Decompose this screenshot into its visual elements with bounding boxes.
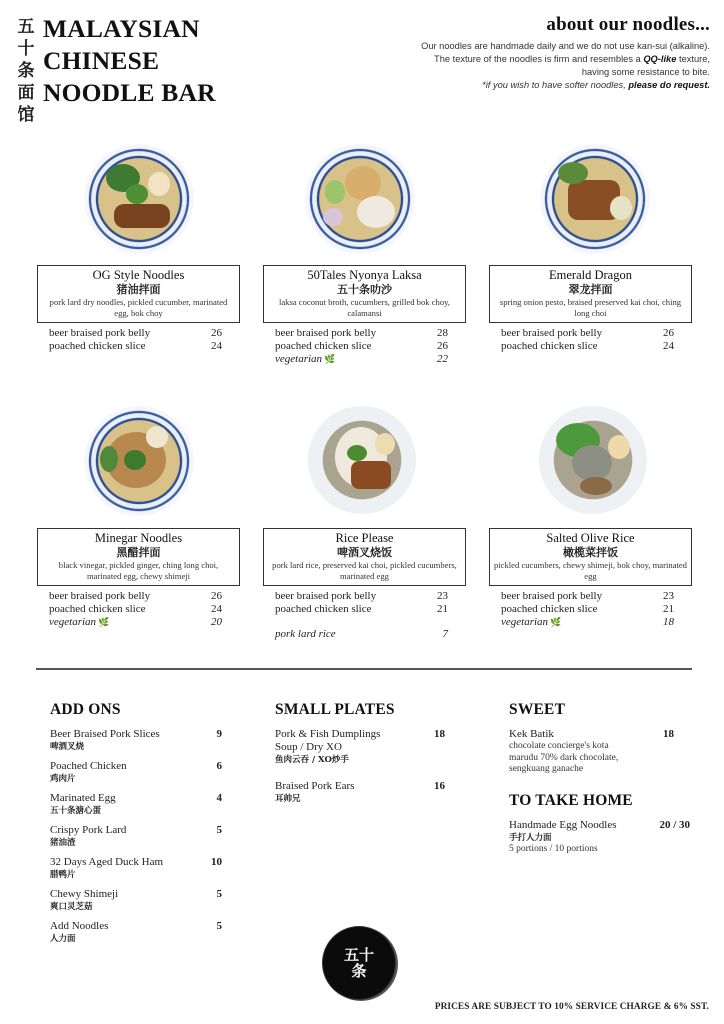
price-option: poached chicken slice	[275, 340, 372, 352]
dish-description: pork lard rice, preserved kai choi, pickled cucumbers, marinated egg	[272, 560, 457, 581]
about-line-1: Our noodles are handmade daily and we do not use kan-sui (alkaline).	[421, 41, 710, 51]
item-chinese-name: 啤酒叉烧	[50, 742, 85, 752]
cn-char: 条	[17, 61, 35, 81]
dish-description: black vinegar, pickled ginger, ching long choi, marinated egg, chewy shimeji	[58, 560, 219, 581]
minegar-noodles-photo	[84, 406, 194, 516]
dish-name: Emerald Dragon	[549, 268, 632, 282]
vegetarian-leaf-icon: 🌿	[98, 617, 110, 627]
price-row	[275, 340, 448, 353]
dish-minegar-noodles	[37, 528, 240, 629]
price-row	[275, 603, 448, 616]
item-price: 18	[663, 728, 674, 740]
price-value: 26	[211, 590, 222, 602]
price-row	[49, 340, 222, 353]
dish-salted-olive-rice	[489, 528, 692, 629]
price-option: poached chicken slice	[501, 340, 598, 352]
menu-item	[50, 728, 222, 753]
item-name: Braised Pork Ears	[275, 780, 355, 792]
menu-item	[509, 728, 674, 776]
item-chinese-name: 鱼肉云吞 / XO炒手	[275, 755, 349, 765]
item-name: Marinated Egg	[50, 792, 116, 804]
dish-name: OG Style Noodles	[92, 268, 185, 282]
cn-char: 面	[17, 83, 35, 103]
item-price: 16	[434, 780, 445, 792]
price-value: 26	[211, 327, 222, 339]
menu-item	[275, 728, 445, 766]
item-name: Add Noodles	[50, 920, 109, 932]
price-value: 18	[663, 616, 674, 628]
cn-char: 十	[17, 39, 35, 59]
price-list	[37, 327, 222, 353]
title-line: MALAYSIAN	[43, 14, 200, 43]
dish-name: Minegar Noodles	[94, 531, 183, 545]
egg	[148, 172, 170, 196]
price-row-vegetarian	[501, 616, 674, 629]
price-option: beer braised pork belly	[49, 327, 151, 339]
title-line: CHINESE	[43, 46, 160, 75]
price-row-vegetarian	[275, 353, 448, 366]
pork-belly	[114, 204, 170, 228]
item-name: Kek Batik	[509, 728, 554, 740]
item-name: Chewy Shimeji	[50, 888, 119, 900]
dish-info-box	[263, 528, 466, 586]
dish-og-style-noodles	[37, 265, 240, 353]
og-style-noodles-photo	[84, 144, 194, 254]
item-name: Beer Braised Pork Slices	[50, 728, 160, 740]
dish-description: laksa coconut broth, cucumbers, grilled bok choy, calamansi	[278, 297, 451, 318]
price-option: poached chicken slice	[275, 603, 372, 615]
dish-emerald-dragon	[489, 265, 692, 353]
salted-olive-rice-photo	[538, 405, 648, 515]
menu-item	[50, 792, 222, 817]
price-row	[501, 590, 674, 603]
price-option: beer braised pork belly	[49, 590, 151, 602]
price-value: 22	[437, 353, 448, 365]
pickles	[580, 477, 612, 495]
section-divider	[36, 668, 692, 670]
price-option: poached chicken slice	[501, 603, 598, 615]
egg	[375, 433, 395, 455]
dish-description: pork lard dry noodles, pickled cucumber, marinated egg, bok choy	[49, 297, 228, 318]
dish-info-box	[489, 265, 692, 323]
price-value: 24	[663, 340, 674, 352]
sweet-section	[509, 701, 674, 783]
text: *if you wish to have softer noodles,	[482, 80, 629, 90]
price-list	[263, 327, 448, 366]
item-price: 4	[216, 792, 222, 804]
price-option: beer braised pork belly	[501, 590, 603, 602]
qq-emphasis: QQ-like	[643, 54, 677, 64]
olive-rice	[572, 445, 612, 481]
price-row	[501, 327, 674, 340]
item-name-variant: Soup / Dry XO	[275, 741, 342, 753]
menu-item	[50, 920, 222, 945]
chicken	[357, 196, 395, 228]
price-value: 23	[437, 590, 448, 602]
add-ons-section	[50, 701, 222, 952]
item-chinese-name: 腊鸭片	[50, 870, 76, 880]
price-list	[37, 590, 222, 629]
dish-chinese-name: 猪油拌面	[116, 283, 161, 296]
price-value: 20	[211, 616, 222, 628]
text: The texture of the noodles is firm and resembles a	[434, 54, 644, 64]
price-row	[49, 590, 222, 603]
dish-nyonya-laksa	[263, 265, 466, 366]
price-row	[501, 340, 674, 353]
price-list	[263, 590, 448, 641]
item-name: Crispy Pork Lard	[50, 824, 127, 836]
price-value: 24	[211, 340, 222, 352]
price-value: 21	[663, 603, 674, 615]
menu-item	[275, 780, 445, 805]
note-emphasis: please do request.	[628, 80, 710, 90]
price-row	[275, 590, 448, 603]
dish-name: Salted Olive Rice	[546, 531, 635, 545]
item-portions: 5 portions / 10 portions	[509, 844, 598, 854]
item-price: 5	[216, 824, 222, 836]
item-price: 10	[211, 856, 222, 868]
price-option: vegetarian	[275, 353, 323, 365]
item-price: 18	[434, 728, 445, 740]
vegetarian-leaf-icon: 🌿	[324, 354, 336, 364]
dish-name: 50Tales Nyonya Laksa	[307, 268, 422, 282]
price-value: 26	[437, 340, 448, 352]
price-option: vegetarian	[501, 616, 549, 628]
fried-shallots	[345, 166, 381, 200]
egg	[146, 426, 168, 448]
item-chinese-name: 鸡肉片	[50, 774, 76, 784]
price-row	[49, 603, 222, 616]
cn-char: 五	[17, 17, 35, 37]
menu-item	[50, 760, 222, 785]
price-option: beer braised pork belly	[275, 590, 377, 602]
small-plates-section	[275, 701, 445, 812]
price-list	[489, 327, 674, 353]
dish-rice-please	[263, 528, 466, 641]
cucumber	[325, 180, 345, 204]
pesto	[558, 162, 588, 184]
about-line-2	[350, 53, 710, 66]
dish-chinese-name: 啤酒叉烧饭	[337, 546, 392, 559]
price-option: beer braised pork belly	[501, 327, 603, 339]
brand-logo	[323, 927, 395, 999]
item-price: 6	[216, 760, 222, 772]
price-value: 26	[663, 327, 674, 339]
dish-chinese-name: 黑醋拌面	[116, 546, 161, 559]
greens	[100, 446, 118, 472]
text: texture,	[676, 54, 710, 64]
price-value: 7	[442, 628, 448, 640]
char-siu	[351, 461, 391, 489]
price-option: pork lard rice	[275, 628, 336, 640]
chinese-name-vertical	[16, 16, 36, 126]
vegetarian-leaf-icon: 🌿	[550, 617, 562, 627]
price-value: 23	[663, 590, 674, 602]
cn-char: 馆	[17, 105, 35, 125]
item-name: Pork & Fish Dumplings	[275, 728, 381, 740]
item-name: Poached Chicken	[50, 760, 127, 772]
scallions	[347, 445, 367, 461]
nyonya-laksa-photo	[305, 144, 415, 254]
dish-chinese-name: 五十条叻沙	[337, 283, 392, 296]
egg	[608, 435, 630, 459]
about-noodles	[350, 14, 710, 92]
dish-info-box	[263, 265, 466, 323]
dish-chinese-name: 橄榄菜拌饭	[563, 546, 618, 559]
menu-item	[50, 856, 222, 881]
rice-please-photo	[307, 405, 417, 515]
item-price: 20 / 30	[659, 819, 690, 831]
scallions	[126, 184, 148, 204]
take-home-section	[509, 792, 690, 863]
price-option: beer braised pork belly	[275, 327, 377, 339]
dish-chinese-name: 翠龙拌面	[568, 283, 613, 296]
logo-char: 条	[351, 962, 367, 980]
price-value: 28	[437, 327, 448, 339]
price-row	[501, 603, 674, 616]
price-row-pork-lard-rice	[275, 628, 448, 641]
price-option: poached chicken slice	[49, 603, 146, 615]
restaurant-title	[43, 13, 216, 109]
dish-description: spring onion pesto, braised preserved kai choi, ching long choi	[499, 297, 682, 318]
item-name: 32 Days Aged Duck Ham	[50, 856, 164, 868]
item-price: 5	[216, 888, 222, 900]
price-option: poached chicken slice	[49, 340, 146, 352]
item-chinese-name: 五十条溏心蛋	[50, 806, 102, 816]
dish-info-box	[37, 528, 240, 586]
price-row-vegetarian	[49, 616, 222, 629]
menu-item	[50, 824, 222, 849]
dish-info-box	[489, 528, 692, 586]
price-row	[275, 327, 448, 340]
about-heading: about our noodles...	[546, 14, 710, 35]
item-chinese-name: 人力面	[50, 934, 76, 944]
section-heading: SWEET	[509, 701, 566, 718]
section-heading: SMALL PLATES	[275, 701, 395, 718]
egg	[610, 196, 632, 220]
section-heading: TO TAKE HOME	[509, 792, 633, 809]
dish-description: pickled cucumbers, chewy shimeji, bok choy, marinated egg	[494, 560, 687, 581]
price-row	[49, 327, 222, 340]
price-option: vegetarian	[49, 616, 97, 628]
title-line: NOODLE BAR	[43, 78, 216, 107]
about-note	[350, 79, 710, 92]
menu-item	[50, 888, 222, 913]
section-heading: ADD ONS	[50, 701, 121, 718]
price-list	[489, 590, 674, 629]
item-description: sengkuang ganache	[509, 764, 584, 774]
dish-name: Rice Please	[335, 531, 394, 545]
item-chinese-name: 猪油渣	[50, 838, 76, 848]
price-value: 21	[437, 603, 448, 615]
onion	[323, 208, 343, 226]
item-name: Handmade Egg Noodles	[509, 819, 617, 831]
item-description: chocolate concierge's kota	[509, 741, 609, 751]
dish-info-box	[37, 265, 240, 323]
price-value: 24	[211, 603, 222, 615]
emerald-dragon-photo	[540, 144, 650, 254]
logo-char: 五十	[343, 946, 374, 964]
scallions	[124, 450, 146, 470]
service-charge-notice: PRICES ARE SUBJECT TO 10% SERVICE CHARGE & 6% SST.	[434, 1002, 709, 1012]
item-price: 5	[216, 920, 222, 932]
menu-item	[509, 819, 690, 856]
item-chinese-name: 爽口灵芝菇	[50, 902, 93, 912]
item-description: marudu 70% dark chocolate,	[509, 752, 619, 763]
item-chinese-name: 手打人力面	[509, 833, 552, 843]
about-line-3: having some resistance to bite.	[581, 67, 710, 77]
item-chinese-name: 耳帅兄	[275, 794, 301, 804]
item-price: 9	[216, 728, 222, 740]
